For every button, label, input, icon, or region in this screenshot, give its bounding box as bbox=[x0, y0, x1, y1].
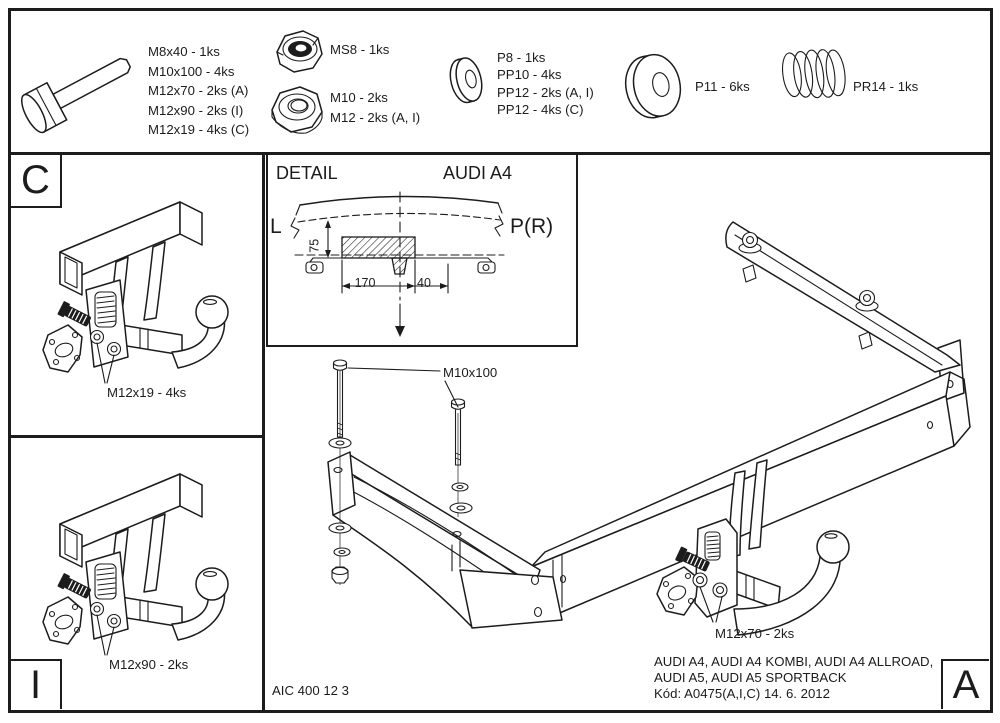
coil-spring-icon bbox=[780, 46, 852, 108]
code-date-line: Kód: A0475(A,I,C) 14. 6. 2012 bbox=[654, 686, 830, 702]
titleblock-text bbox=[654, 654, 933, 703]
panel-a-letter: A bbox=[952, 662, 980, 707]
part-label: P8 - 1ks bbox=[497, 50, 546, 65]
part-label: PP10 - 4ks bbox=[497, 67, 562, 83]
hex-nut-labels bbox=[330, 88, 420, 128]
washer-large-label: P11 - 6ks bbox=[695, 79, 750, 94]
part-label: M12x70 - 2ks (A) bbox=[148, 83, 249, 98]
washer-small-icon bbox=[444, 52, 494, 110]
assembly-bolt-label: M10x100 bbox=[443, 365, 498, 380]
assembly-ballmount-label: M12x70 - 2ks bbox=[715, 626, 795, 641]
detail-title: DETAIL bbox=[276, 163, 338, 183]
detail-dim-width: 170 bbox=[354, 276, 376, 290]
part-label: PP12 - 2ks (A, I) bbox=[497, 84, 594, 100]
vehicle-list-line: AUDI A5, AUDI A5 SPORTBACK bbox=[654, 670, 847, 686]
part-label: M8x40 - 1ks bbox=[148, 44, 220, 59]
bolt-labels bbox=[148, 42, 249, 140]
panel-c-part-label: M12x19 - 4ks bbox=[107, 385, 187, 400]
drawing-number: AIC 400 12 3 bbox=[272, 683, 349, 698]
lock-nut-label: MS8 - 1ks bbox=[330, 42, 390, 57]
detail-car-label: AUDI A4 bbox=[443, 163, 513, 183]
part-label: M10x100 - 4ks bbox=[148, 63, 235, 79]
hex-bolt-icon bbox=[14, 24, 154, 136]
part-label: M10 - 2ks bbox=[330, 90, 388, 105]
washer-small-labels bbox=[497, 49, 594, 119]
washer-large-icon bbox=[618, 46, 698, 126]
panel-i-part-label: M12x90 - 2ks bbox=[109, 657, 189, 672]
assembly-drawing bbox=[264, 157, 990, 710]
hex-nut-icon bbox=[266, 82, 332, 142]
part-label: PP12 - 4ks (C) bbox=[497, 102, 584, 118]
detail-dim-offset: 40 bbox=[417, 276, 431, 290]
spring-label: PR14 - 1ks bbox=[853, 79, 919, 94]
panel-c-letter: C bbox=[21, 158, 50, 202]
detail-side-left: L bbox=[270, 215, 282, 238]
detail-dim-height: 75 bbox=[307, 238, 322, 253]
panel-i-letter: I bbox=[29, 662, 42, 707]
lock-nut-icon bbox=[270, 26, 330, 80]
detail-side-right: P(R) bbox=[510, 215, 554, 238]
part-label: M12x19 - 4ks (C) bbox=[148, 122, 250, 137]
part-label: M12x90 - 2ks (I) bbox=[148, 102, 244, 118]
vehicle-list-line: AUDI A4, AUDI A4 KOMBI, AUDI A4 ALLROAD, bbox=[654, 654, 934, 669]
part-label: M12 - 2ks (A, I) bbox=[330, 110, 421, 125]
